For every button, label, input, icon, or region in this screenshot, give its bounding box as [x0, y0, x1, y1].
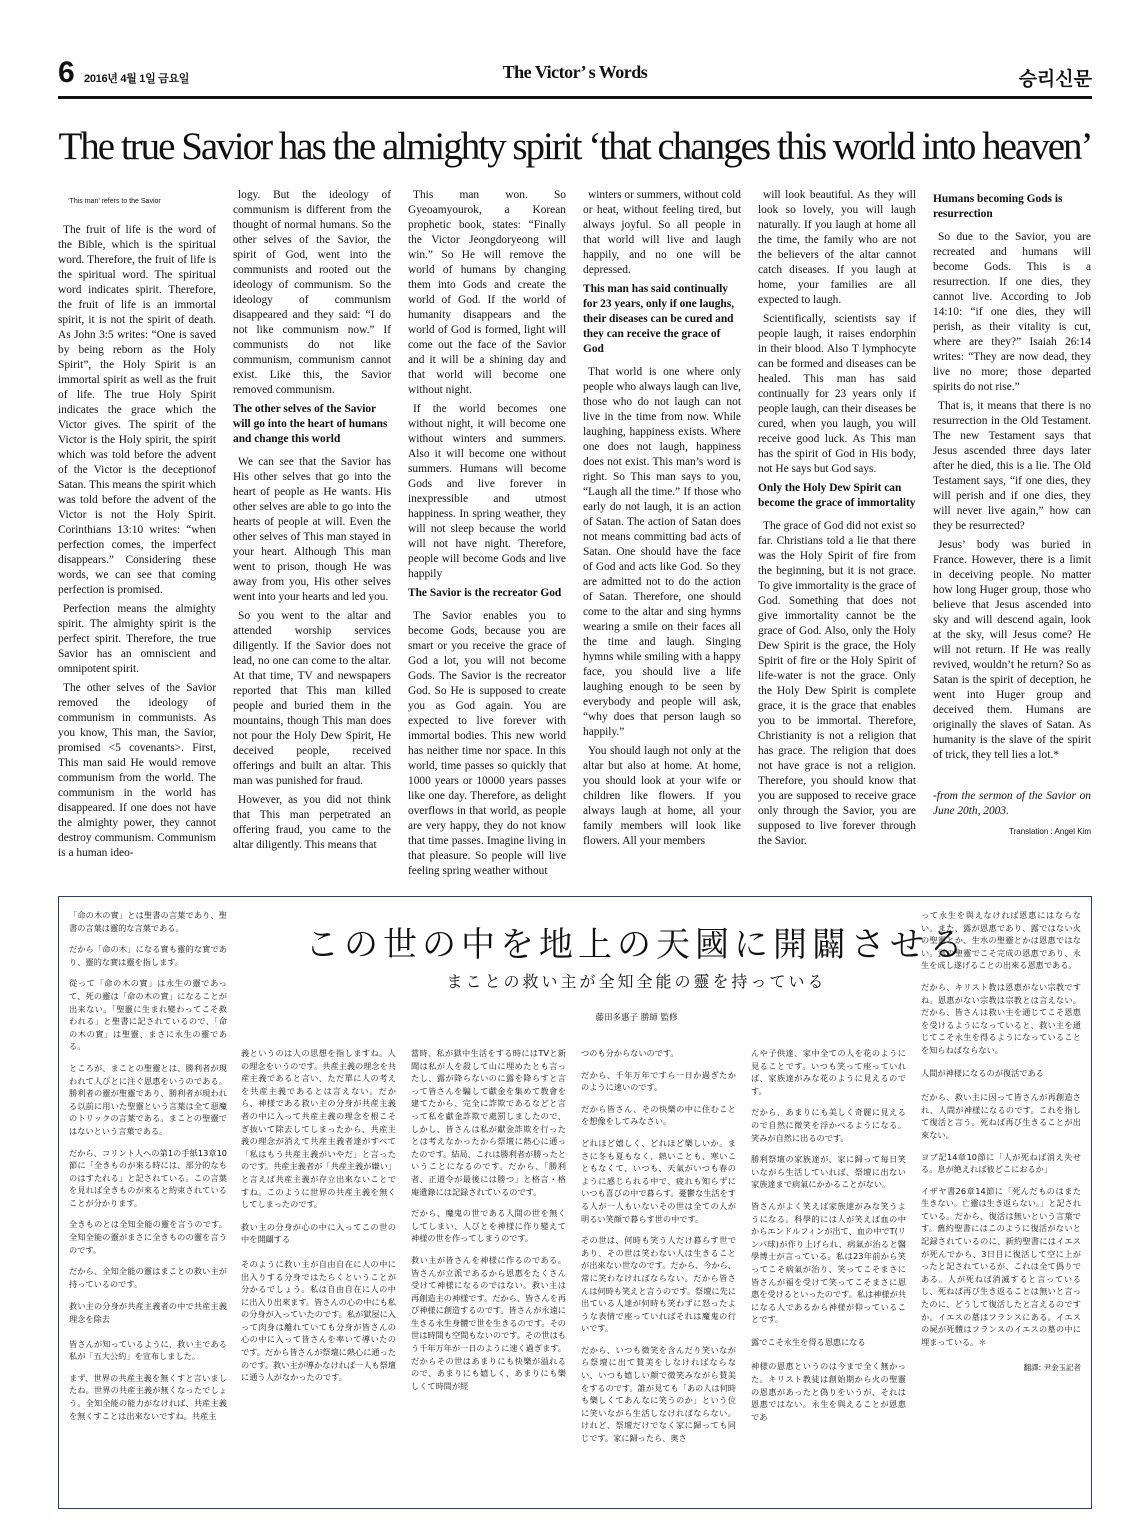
subheading: 露でこそ永生を得る恩惠になる	[751, 1336, 866, 1347]
paragraph: 勝利祭壇の家族達が、家に歸って毎日笑いながら生活していれば、祭壇に出ない家族達まで病氣にかかることがない。	[751, 1154, 906, 1190]
paragraph: だから皆さん、その快樂の中に住むことを想像をしてみなさい。	[581, 1103, 736, 1127]
paragraph: どれほど嬉しく、どれほど樂しいか。まさに冬も夏もなく、熱いことも、寒いこともなくて、いつも、天氣がいつも春のように感じられる中で、疲れも知らずにいつも喜びの中で暮らす。憂鬱な生活をする人が一人もいないその世は全ての人が明るい笑顔で暮らす世の中です。	[581, 1137, 736, 1224]
paragraph: 皆さんがよく笑えば家族達がみな笑うようになる。科學的には人が笑えば血の中からエンドルフィンが出て、血の中でT(リンパ球)が作り上げられ、病氣が治ると醫學博士が言っている。私は23年前から笑ってこそ病氣が治り、笑ってこそまさに皆さんが福を受けて笑ってこそまさに恩惠を受けるといったのです。私は神様が共になる人であるから神様が仰っていることです。	[751, 1200, 906, 1325]
subheading: Only the Holy Dew Spirit can become the grace of immortality	[758, 482, 916, 509]
paragraph: If the world becomes one without night, it will become one without winters and summers. Also it will become one without summers. Humans will become Gods and live forever in inexpressible and utmost happiness. In spring weather, they will not sleep because the world will not have night. Therefore, people will become Gods and live happily	[408, 403, 566, 580]
article-note: ‘This man’ refers to the Savior	[68, 198, 161, 205]
paragraph: んや子供達、家中全ての人を花のように見ることです。いつも笑って座っていれば、家族達がみな花のように見えるのです。	[751, 1048, 906, 1096]
paragraph: That is, it means that there is no resurrection in the Old Testament. The new Testament says that Jesus ascended three days later after he died, this is a lie. The Old Testament says, “if one dies, they will perish and if one dies, they will never live again,” how can they be resurrected?	[933, 400, 1091, 532]
paragraph: ところが、まことの聖靈とは、勝利者が現われて人びとに注ぐ恩惠をいうのである。勝利者の靈が聖靈であり、勝利者が現われる以前に用いた聖靈という言葉は全て惡魔のトリックの言葉である。まことの聖靈ではないという言葉である。	[69, 1062, 227, 1136]
paragraph: winters or summers, without cold or heat, without feeling tired, but always joyful. So all people in that world will live and laugh happily, and no one will be depressed.	[583, 189, 741, 276]
paragraph: だから「命の木」になる實も靈的な實であり、靈的な實は靈を指します。	[69, 944, 227, 967]
japanese-column-6	[921, 909, 1081, 1499]
paragraph: So due to the Savior, you are recreated and humans will become Gods. This is a resurrection. If one dies, they cannot live. According to Job 14:10: “if one dies, they will perish, as their vitality is cut, where are they?” Isaiah 26:14 writes: “They are now dead, they live no more; those departed spirits do not rise.”	[933, 231, 1091, 393]
article-column-3	[408, 188, 566, 880]
article-headline: The true Savior has the almighty spirit ‘that changes this world into heaven’	[58, 125, 1092, 168]
paragraph: イザヤ書26章14節に「死んだものはまた生きない。亡靈は生き返らない。」と記されている。だから、復活は無いという言葉です。舊約聖書にはこのように復活がないと記録されているのに、新約聖書にはイエスが死んでから、3日目に復活して空に上がったと記されているが、これは全て僞りである。人が死ねば消滅すると言っているし、死ねば再び生き返ることは無いと言ったのに、どうして復活したと言えるのですか。イエスの墓はフランスにある。イエスの屍が死體はフランスのイエスの墓の中に埋まっている。＊	[921, 1185, 1081, 1347]
paragraph: The fruit of life is the word of the Bible, which is the spiritual word. Therefore, the fruit of life is the spiritual word. The spiritual word indicates spirit. Therefore, the fruit of life is an immortal spirit, it is not the spirit of death. As John 3:5 writes: “One is saved by being reborn as the Holy Spirit”, the Holy Spirit is an immortal spirit as well as the fruit of life. The true Holy Spirit indicates the grace which the Victor gives. The spirit of the Victor is the Holy spirit, the spirit which was told before the advent of the Victor is the deceptionof Satan. This means the spirit which was told before the advent of the Victor is not the Holy Spirit. Corinthians 13:10 writes: “when perfection comes, the imperfect disappears.” Considering these words, we can see that coming perfection is promised.	[58, 224, 216, 596]
paragraph: だから、キリスト教は恩惠がない宗教ですね。恩惠がない宗教は宗教とは言えない。だから、皆さんは救い主を通じてこそ恩惠を受けるようになっていると、救い主を通じてこそ永生を得るようになっていることを知らねばならない。	[921, 981, 1081, 1055]
paragraph: Scientifically, scientists say if people laugh, it raises endorphin in their blood. Also T lymphocyte can be formed and diseases can be healed. This man has said continually for 23 years only if people laugh, can their diseases be cured, when you laugh, you will receive good luck. As This man has the spirit of God in His body, not He says but God says.	[758, 313, 916, 475]
article-column-6	[933, 188, 1091, 880]
paragraph: 從って「命の木の實」は永生の靈であって、死の靈は「命の木の實」になることが出来ない。「聖靈に生まれ變わってこそ救われる」と聖書に記されているので、「命の木の實」は聖靈、まさに永生の靈である。	[69, 978, 227, 1052]
japanese-column-3	[411, 1047, 566, 1499]
paragraph: 義というのは人の思想を指しますね。人の理念をいうのです。共産主義の理念を共産主義であると言い、ただ單に人の考えを共産主義であるとは言えない。だから、神様である救い主の分身が共産主義者の中に入って共産主義の理念を根こそぎ抜いて除去してしまったから、共産主義の理念が消えて共産主義者達がすべて「私はもう共産主義がいやだ」と言ったのです。共産主義者が「共産主義が嫌い」と言えば共産主義が存立出來ないことですね。このように世界の共産主義を無くしてしまったのです。	[241, 1048, 396, 1210]
paragraph: だから、全知全能の靈はまことの救い主が持っているのです。	[69, 1266, 227, 1289]
subheading: 救い主の分身が共産主義者の中で共産主義理念を除去	[69, 1301, 227, 1325]
japanese-credit: 藤田多惠子 勝師 監修	[595, 1013, 678, 1023]
article-column-4	[583, 188, 741, 880]
paragraph: だから、千年万年ですら一日か過ぎたかのように速いのです。	[581, 1069, 736, 1093]
article-column-2	[233, 188, 391, 880]
paragraph: You should laugh not only at the altar but also at home. At home, you should look at your wife or children like flowers. If you always laugh at home, all your family members will look like flowers. All your members	[583, 745, 741, 847]
issue-date: 2016년 4월 1일 금요일	[84, 73, 190, 85]
paragraph: 皆さんが知っているように、救い主である私が「五大公約」を宣布しました。	[69, 1338, 227, 1362]
paragraph: だから、いつも微笑を含んだり笑いながら祭壇に出て賛美をしなければならない、いつも嬉しい顔で微笑みながら賛美をするのです。誰が見ても「あの人は何時も樂しくてあんなに笑うのか」という位に笑いながら生活しなければならない。けれど、祭壇だけでなく家に歸っても同じです。家に歸ったら、奥さ	[581, 1344, 736, 1444]
paragraph: 當時、私が獄中生活をする時にはTVと新聞は私が人を殺して山に埋めたとも言ったし、露が降らないのに露を降らすと言って皆さんを騙して獻金を集めて教會を建てたから、完全に詐欺であるなどと言って私を獻金詐欺で處罰しましたので、しかし、皆さんは私が獻金詐欺を行ったとは考えなかったから祭壇に熱心に通ったのです。結局、これは勝利者が勝ったということになるのです。だから、「勝利者、正道令が最後には勝つ」と格言・格庵遺錄には記録されているのです。	[411, 1048, 566, 1197]
paragraph: だから、あまりにも美しく奇麗に見えるので自然に微笑を浮かべるようになる。笑みが自然に出るのです。	[751, 1107, 906, 1143]
subheading: Humans becoming Gods is resurrection	[933, 193, 1063, 220]
page-header	[58, 56, 1092, 96]
paragraph: That world is one where only people who always laugh can live, those who do not laugh can not live in the time from now. While laughing, happiness exists. Where one does not laugh, happiness does not exist. This man’s word is right. So This man says to you, “Laugh all the time.” If those who early do not laugh, it is an action of Satan. The action of Satan does not means committing bad acts of Satan. One should have the face of God and acts like God. So they are admitted not to do the action of Satan. Therefore, one should come to the altar and sing hymns wearing a smile on their faces all the time and laugh. Singing hymns while smiling with a happy face, you should live a life laughing enough to be seen by everybody and people will ask, “why does that person laugh so happily.”	[583, 366, 741, 738]
japanese-article-box	[58, 896, 1092, 1509]
japanese-column-4	[581, 1047, 736, 1499]
header-rule	[58, 96, 1092, 99]
paragraph: だから、救い主に因って皆さんが再創造され、人間が神様になるのです。これを指して復活と言う。死ねば再び生きることが出來ない。	[921, 1092, 1081, 1140]
paragraph: って永生を與えなければ恩惠にはならない。また、露が恩惠であり、露ではない火の聖靈とか、生水の聖靈とかは恩惠ではない。露の聖靈でこそ完成の恩惠であり、永生を成し遂げることの出來る恩惠である。	[921, 910, 1081, 971]
japanese-column-1	[69, 909, 227, 1499]
subheading: 救い主の分身が心の中に入ってこの世の中を開闢する	[241, 1221, 396, 1245]
paragraph: 神様の恩惠というのは今まで全く無かった。キリスト教徒は創始期から火の聖靈の恩惠があったと偽りをいうが、それは恩惠ではない。永生を與えることが恩惠であ	[751, 1361, 906, 1422]
subheading: This man has said continually for 23 years, only if one laughs, their diseases can be cured and they can receive the grace of God	[583, 283, 735, 355]
paragraph: ヨブ記14章10節に「人が死ねば消え失せる。息が絶えれば彼どこにおるか」	[921, 1151, 1081, 1175]
paragraph: However, as you did not think that This man perpetrated an offering fraud, you came to the altar diligently. This means that	[233, 794, 391, 851]
page-number: 6	[58, 56, 75, 89]
japanese-subheadline: まことの救い主が全知全能の靈を持っている	[446, 972, 827, 991]
paragraph: だから、魔鬼の世である人間の世を無くしてしまい、人びとを神様に作り變えて神様の世を作ってしまうのです。	[411, 1208, 566, 1244]
paragraph: The Savior enables you to become Gods, because you are smart or you receive the grace of God a lot, you will not become Gods. The Savior is the recreator God. So He is supposed to create you as God again. You are expected to live forever with immortal bodies. This new world has neither time nor space. In this world, time passes so quickly that 1000 years or 10000 years passes like one day. Therefore, as delight overflows in that world, as people are very happy, they do not know that time passes. Imagine living in that pleasure. So people will live feeling spring weather without	[408, 610, 566, 877]
translator-credit: Translation : Angel Kim	[1009, 827, 1091, 836]
paragraph: まず、世界の共産主義を無くすと言いましたね。世界の共産主義が無くなったでしょう。全知全能の能力がなければ、共産主義を無くすことは出來ないですね。共産主	[69, 1372, 227, 1421]
paragraph: 「命の木の實」とは聖書の言葉であり、聖書の言葉は靈的な言葉である。	[69, 910, 227, 933]
paragraph: その世は、何時も笑う人だけ暮らす世であり、その世は笑わない人は生きることが出來ない世なのです。だから、今から、常に笑わなければならない。だから皆さんは何時も笑えと言うのです。祭壇に先に出ている人達が何時も笑わずに怒ったような表情で座っていればそれは魔鬼の行いです。	[581, 1235, 736, 1334]
paragraph: Perfection means the almighty spirit. The almighty spirit is the perfect spirit. Therefore, the true Savior has an omniscient and omnipotent spirit.	[58, 603, 216, 675]
subheading: The Savior is the recreator God	[408, 587, 562, 599]
paragraph: そのように救い主が自由自在に人の中に出入りする分身ではたらくということが分かるでしょう。私は自由自在に人の中に出入り出來ます。皆さんの心の中にも私の分身が入っていたのです。私が獄屋に入って肉身は離れていても分身が皆さんの心の中に入って皆さんを率いて導いたのです。だから皆さんが祭壇に熱心に通ったのです。救い主が導かなければ一人も祭壇に通う人がなかったのです。	[241, 1258, 396, 1383]
paragraph: This man won. So Gyeoamyourok, a Korean prophetic book, states: “Finally the Victor Jeongdoryeong will win.” So He will remove the world of humans by changing them into Gods and create the world of God. If the world of humanity disappears and the world of God is formed, light will come out the face of the Savior and it will be a shining day and that world will become one without night.	[408, 189, 566, 396]
japanese-headline: この世の中を地上の天國に開闢させる	[305, 925, 968, 965]
paragraph: つのも分からないのです。	[581, 1048, 679, 1058]
source-line: -from the sermon of the Savior on June 20th, 2003.	[933, 790, 1091, 817]
subheading: The other selves of the Savior will go into the heart of humans and change this world	[233, 403, 388, 445]
article-column-5	[758, 188, 916, 880]
english-article	[58, 188, 1092, 880]
japanese-column-5	[751, 1047, 906, 1499]
paragraph: Jesus’ body was buried in France. However, there is a limit in deceiving people. No matter how long Huger group, those who believe that Jesus ascended into sky and will descend again, look at the sky, will Jesus come? He will not return. If He was really revived, wouldn’t he return? So as Satan is the spirit of deception, he went into Huger group and deceived them. Humans are originally the slaves of Satan. As humanity is the slave of the spirit of trick, they tell lies a lot.*	[933, 539, 1091, 761]
section-title: The Victor’ s Words	[502, 62, 648, 82]
japanese-column-2	[241, 1047, 396, 1499]
translator-credit: 翻譯: 尹金玉記者	[1023, 1363, 1081, 1373]
article-column-1	[58, 188, 216, 880]
paragraph: The grace of God did not exist so far. Christians told a lie that there was the Holy Spirit of fire from the beginning, but it is not grace. To give immortality is the grace of God. Something that does not give immortality cannot be the grace of God. Also, only the Holy Dew Spirit is the grace, the Holy Spirit of fire or the Holy Spirit of life-water is not the grace. Only the Holy Dew Spirit is complete grace, it is the grace that enables you to be immortal. Therefore, Christianity is not a religion that has grace. The religion that does not have grace is not a religion. Therefore, you should know that you are supposed to receive grace only through the Savior, you are supposed to live forever through the Savior.	[758, 520, 916, 847]
paragraph: The other selves of the Savior removed the ideology of communism in communists. As you know, This man, the Savior, promised <5 covenants>. First, This man said He would remove communism from the world. The communism in the world has disappeared. If one does not have the almighty power, they cannot destroy communism. Communism is a human ideo-	[58, 682, 216, 859]
paragraph: 救い主が皆さんを神様に作るのである。皆さんが立派であるから恩惠をたくさん受けて神様になるのではない。救い主は再創造主の神様です。だから、皆さんを再び神様に創造するのです。皆さんが永遠に生きる永生身體で世を生きるのです。その世は時間も空間もないのです。その世はもう千年万年が一日のように速く過ぎます。だからその世はあまりにも快樂が溢れるので、あまりにも嬉しく、あまりにも樂しくて時間が經	[411, 1254, 566, 1391]
paragraph: だから、コリント人への第1の手紙13章10節に「全きものが來る時には、部分的なものはすたれる」と記されている。この言葉を見れば全きものが來ると約束されていることが分かります。	[69, 1147, 227, 1208]
paragraph: 全きものとは全知全能の靈を言うのです。全知全能の靈がまさに全きものの靈を言うのです。	[69, 1219, 227, 1255]
subheading: 人間が神様になるのが復活である	[921, 1067, 1044, 1078]
paragraph: We can see that the Savior has His other selves that go into the heart of people as He wants. His other selves are able to go into the hearts of people at will. Even the other selves of This man stayed in your heart. Although This man went to prison, though He was away from you, His other selves went into your hearts and led you.	[233, 456, 391, 603]
newspaper-name: 승리신문	[1018, 68, 1092, 90]
paragraph: will look beautiful. As they will look so lovely, you will laugh naturally. If you laugh at home all the time, the family who are not the believers of the altar cannot catch diseases. If you laugh at home, your families are all expected to laugh.	[758, 189, 916, 306]
paragraph: logy. But the ideology of communism is different from the thought of normal humans. So the other selves of the Savior, the spirit of God, went into the communists and rooted out the ideology of communism. So the ideology of communism disappeared and they said: “I do not like communism now.” If communists do not like communism, communism cannot exist. Like this, the Savior removed communism.	[233, 189, 391, 396]
paragraph: So you went to the altar and attended worship services diligently. If the Savior does not lead, no one can come to the altar. At that time, TV and newspapers reported that This man killed people and buried them in the mountains, though This man does not pour the Holy Dew Spirit, He deceived people, received offerings and built an altar. This man was punished for fraud.	[233, 610, 391, 787]
